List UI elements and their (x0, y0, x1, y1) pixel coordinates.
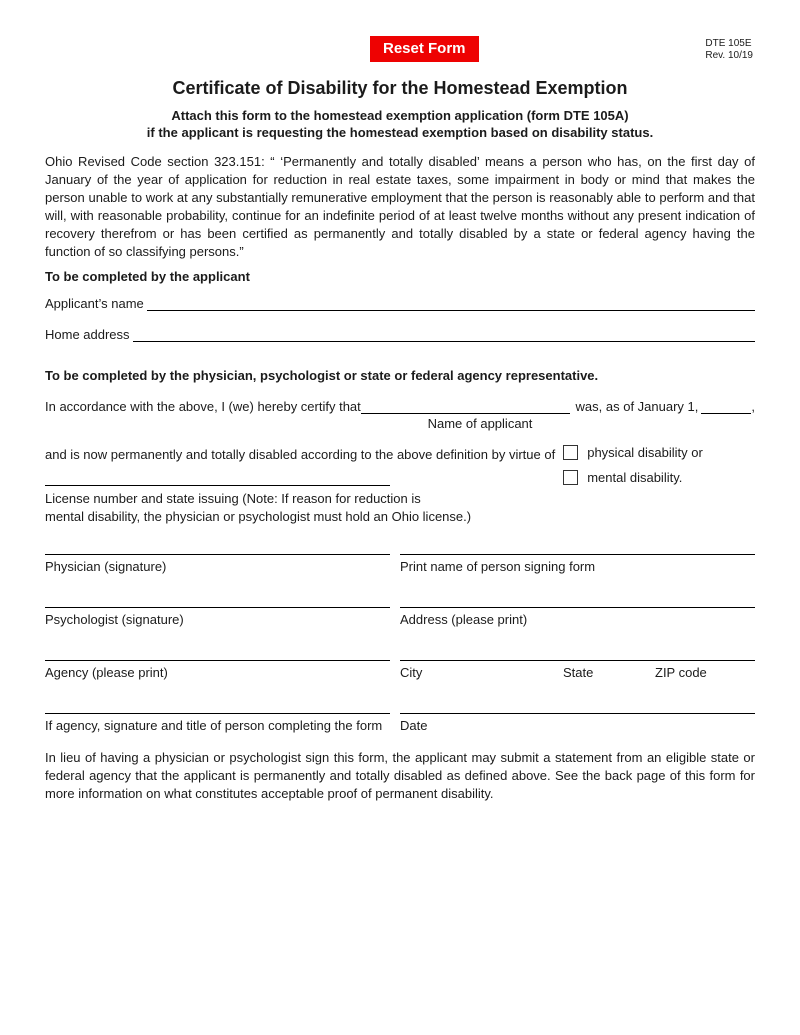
date-cell (400, 713, 755, 733)
virtue-text: and is now permanently and totally disabled according to the above definition by virtue of (45, 447, 556, 462)
subtitle (45, 107, 755, 141)
certifier-section-heading: To be completed by the physician, psychologist or state or federal agency representative. (45, 368, 599, 383)
zip-code-label: ZIP code (655, 665, 707, 680)
applicant-name-label: Applicant’s name (45, 296, 144, 311)
address-label: Address (please print) (400, 612, 528, 627)
city-state-zip-labels (400, 661, 755, 680)
print-name-cell (400, 554, 755, 574)
license-note-line2: mental disability, the physician or psychologist must hold an Ohio license.) (45, 509, 472, 524)
psychologist-signature-cell (45, 607, 390, 627)
footer-paragraph: In lieu of having a physician or psychologist sign this form, the applicant may submit a statement from an eligible state or federal agency that the applicant is permanently and totally disabled as defined above. See the back page of this form for more information on what constitutes acceptable proof of permanent disability. (45, 750, 755, 801)
certify-row (45, 399, 755, 414)
license-note (45, 490, 755, 526)
agency-signer-cell (45, 713, 390, 733)
license-note-line1: License number and state issuing (Note: If reason for reduction is (45, 491, 421, 506)
home-address-field[interactable] (133, 341, 755, 342)
agency-cell (45, 660, 390, 680)
psychologist-signature-label: Psychologist (signature) (45, 612, 184, 627)
physical-disability-label: physical disability or (587, 445, 703, 460)
print-name-label: Print name of person signing form (400, 559, 596, 574)
disability-options (563, 445, 703, 485)
applicant-section-heading: To be completed by the applicant (45, 269, 250, 284)
subtitle-line2: if the applicant is requesting the homestead exemption based on disability status. (146, 125, 654, 140)
home-address-row (45, 327, 755, 342)
city-label: City (400, 665, 423, 680)
date-label: Date (400, 718, 428, 733)
form-number: DTE 105E (705, 38, 752, 49)
license-number-field[interactable] (45, 485, 390, 486)
agency-label: Agency (please print) (45, 665, 168, 680)
applicant-name-row (45, 296, 755, 311)
name-of-applicant-caption: Name of applicant (427, 416, 533, 431)
signature-grid (45, 554, 755, 733)
january-year-field[interactable] (701, 413, 751, 414)
certify-text-mid: was, as of January 1, (575, 399, 699, 414)
home-address-label: Home address (45, 327, 130, 342)
city-state-zip-cell (400, 660, 755, 680)
physician-signature-cell (45, 554, 390, 574)
address-cell (400, 607, 755, 627)
state-label: State (563, 665, 594, 680)
physician-signature-label: Physician (signature) (45, 559, 167, 574)
applicant-name-certify-field[interactable] (361, 413, 570, 414)
reset-form-button[interactable]: Reset Form (370, 36, 479, 62)
page-title: Certificate of Disability for the Homestead Exemption (172, 78, 628, 98)
certify-text-prefix: In accordance with the above, I (we) hereby certify that (45, 399, 361, 414)
agency-signer-label: If agency, signature and title of person completing the form (45, 718, 383, 733)
physical-disability-checkbox[interactable] (563, 445, 578, 460)
applicant-name-field[interactable] (147, 310, 755, 311)
form-id-block (705, 38, 753, 62)
certify-text-comma: , (751, 399, 755, 414)
physical-disability-option (563, 445, 703, 460)
mental-disability-checkbox[interactable] (563, 470, 578, 485)
form-revision: Rev. 10/19 (705, 50, 753, 61)
mental-disability-label: mental disability. (587, 470, 683, 485)
subtitle-line1: Attach this form to the homestead exemption application (form DTE 105A) (171, 108, 629, 123)
orc-definition-paragraph: Ohio Revised Code section 323.151: “ ‘Permanently and totally disabled’ means a person who has, on the first day of January of the year of application for reduction in real estate taxes, some impairment in body or mind that makes the person unable to work at any substantially remunerative employment that the person is reasonably able to perform and that will, with reasonable probability, continue for an indefinite period of at least twelve months without any present indication of recovery therefrom or has been certified as permanently and totally disabled by a state or federal agency having the function of so classifying persons.” (45, 154, 755, 259)
disability-virtue-row (45, 445, 755, 485)
mental-disability-option (563, 470, 703, 485)
header (45, 36, 755, 64)
